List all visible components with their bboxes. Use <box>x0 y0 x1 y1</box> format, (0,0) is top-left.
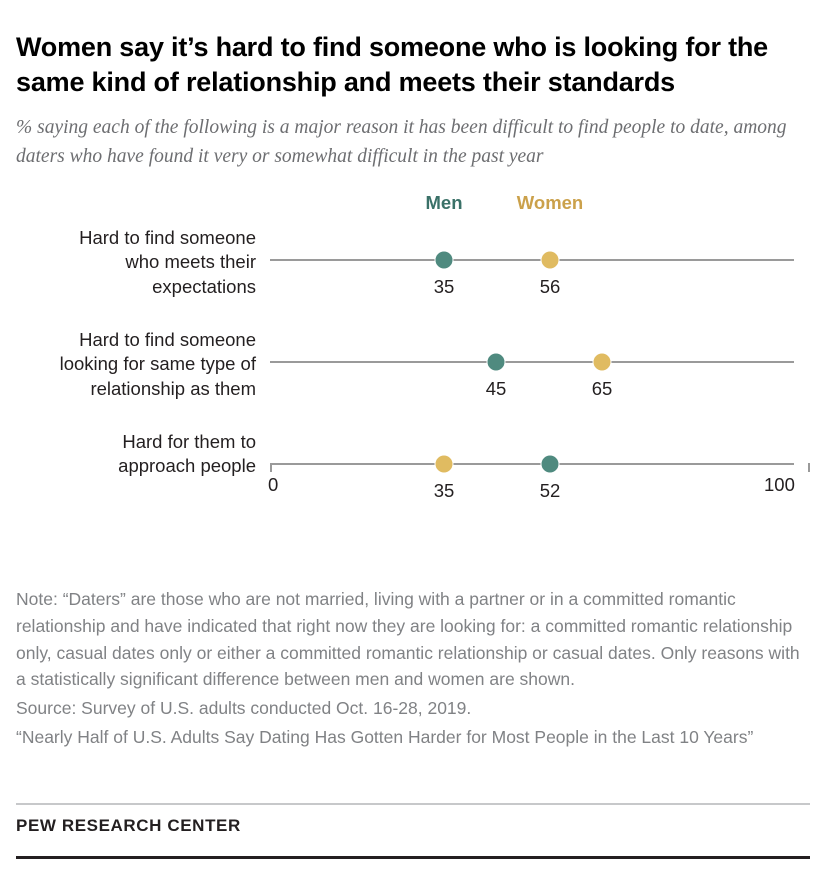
data-label-women: 56 <box>539 275 561 297</box>
dot-plot-chart <box>16 191 810 501</box>
data-point-women <box>541 250 560 269</box>
axis-tick-mark-max <box>808 463 810 472</box>
legend-item-men: Men <box>425 191 463 213</box>
data-point-men <box>541 454 560 473</box>
data-point-men <box>487 352 506 371</box>
data-label-women: 65 <box>591 377 613 399</box>
infographic-page <box>0 30 826 878</box>
row-label-line: who meets their <box>125 251 256 273</box>
chart-notes <box>16 586 810 751</box>
axis-tick-mark-min <box>270 463 272 472</box>
chart-legend <box>16 192 810 220</box>
page-title: Women say it’s hard to find someone who is looking for the same kind of relationship and meets their standards <box>16 32 768 98</box>
data-point-men <box>435 250 454 269</box>
data-label-men: 35 <box>433 275 455 297</box>
row-label <box>16 328 256 402</box>
data-label-men: 45 <box>485 377 507 399</box>
row-label-line: approach people <box>118 455 256 477</box>
row-axis-line <box>270 259 794 261</box>
axis-tick-label-max: 100 <box>764 473 795 495</box>
report-title: “Nearly Half of U.S. Adults Say Dating Has Gotten Harder for Most People in the Last 10 Years” <box>16 726 754 747</box>
data-label-men: 52 <box>539 479 561 501</box>
row-label <box>16 430 256 479</box>
row-axis-line <box>270 463 794 465</box>
row-label-line: looking for same type of <box>59 353 256 375</box>
note-text: Note: “Daters” are those who are not married, living with a partner or in a committed romantic relationship and have indicated that right now they are looking for: a committed romantic relationship only, casual dates only or either a committed romantic relationship or casual dates. Only reasons with a statistically significant difference between men and women are shown. <box>16 589 800 690</box>
chart-row-relationship-type <box>16 328 810 420</box>
legend-item-women: Women <box>516 191 584 213</box>
row-label-line: Hard for them to <box>122 430 256 452</box>
source-text: Source: Survey of U.S. adults conducted Oct. 16-28, 2019. <box>16 698 472 719</box>
axis-tick-label-min: 0 <box>268 473 279 495</box>
data-point-women <box>593 352 612 371</box>
row-label-line: expectations <box>152 275 256 297</box>
data-point-women <box>435 454 454 473</box>
page-subtitle: % saying each of the following is a major reason it has been difficult to find people to date, among daters who have found it very or somewhat difficult in the past year <box>16 117 787 167</box>
chart-row-approach-people <box>16 430 810 522</box>
bottom-divider <box>16 856 810 859</box>
row-label <box>16 226 256 300</box>
row-label-line: Hard to find someone <box>79 226 256 248</box>
chart-row-expectations <box>16 226 810 318</box>
brand-label: PEW RESEARCH CENTER <box>16 816 241 835</box>
footer-divider <box>16 803 810 805</box>
row-label-line: relationship as them <box>90 377 256 399</box>
data-label-women: 35 <box>433 479 455 501</box>
row-axis-line <box>270 361 794 363</box>
row-label-line: Hard to find someone <box>79 328 256 350</box>
